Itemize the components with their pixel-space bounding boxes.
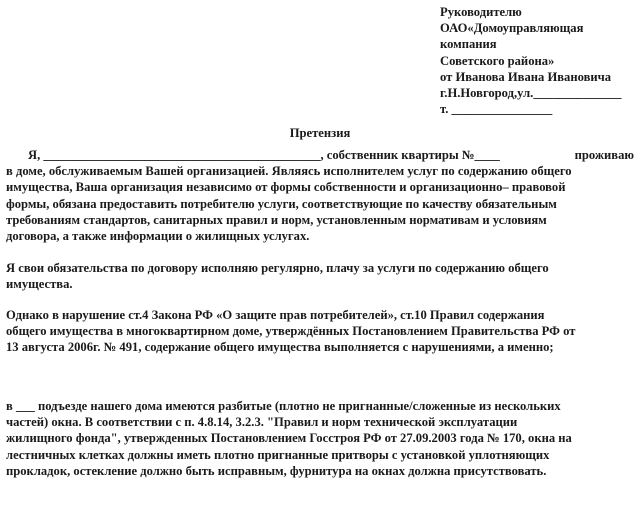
paragraph-row: требованиям стандартов, санитарных правил и норм, установленным нормативам и условиям [6, 212, 547, 227]
paragraph-text: проживаю [574, 148, 634, 162]
paragraph-row: лестничных клетках должны иметь плотно пригнанные притворы с установкой уплотняющих [6, 447, 550, 462]
paragraph-row: 13 августа 2006г. № 491, содержание общего имущества выполняется с нарушениями, а именно; [6, 340, 554, 355]
addressee-line: г.Н.Новгород,ул.______________ [440, 86, 622, 101]
paragraph-row: имущества, Ваша организация независимо от формы собственности и организационно– правовой [6, 180, 566, 195]
paragraph-row: Однако в нарушение ст.4 Закона РФ «О защите прав потребителей», ст.10 Правил содержания [6, 308, 545, 322]
paragraph-row: в ___ подъезде нашего дома имеются разбитые (плотно не пригнанные/сложенные из нескольких [6, 399, 561, 413]
paragraph-details [6, 398, 634, 479]
paragraph-text: Я, ____________________________________________, собственник квартиры №____ [28, 148, 500, 162]
paragraph-row: Я свои обязательства по договору исполняю регулярно, плачу за услуги по содержанию общего [6, 261, 549, 275]
addressee-line: т. ________________ [440, 102, 553, 117]
addressee-line: Руководителю [440, 5, 522, 19]
addressee-line: от Иванова Ивана Ивановича [440, 69, 612, 84]
paragraph-row: жилищного фонда", утвержденных Постановлением Госстроя РФ от 27.09.2003 года № 170, окна на [6, 431, 572, 446]
paragraph-row: формы, обязана предоставить потребителю услуги, соответствующие по качеству обязательным [6, 196, 557, 211]
paragraph-row: прокладок, остекление должно быть исправным, фурнитура на окнах должна присутствовать. [6, 463, 547, 478]
paragraph-row [6, 147, 634, 163]
addressee-line: ОАО«Домоуправляющая [440, 21, 584, 36]
addressee-line: Советского района» [440, 53, 555, 68]
paragraph-row: договора, а также информации о жилищных услугах. [6, 229, 310, 244]
paragraph-intro [6, 147, 634, 244]
addressee-line: компания [440, 37, 497, 52]
addressee-block [440, 4, 640, 117]
paragraph-violation [6, 307, 634, 356]
paragraph-row: в доме, обслуживаемым Вашей организацией. Являясь исполнителем услуг по содержанию общего [6, 164, 572, 179]
paragraph-row: имущества. [6, 277, 73, 292]
paragraph-row: частей) окна. В соответствии с п. 4.8.14, 3.2.3. "Правил и норм технической эксплуатации [6, 415, 518, 430]
paragraph-obligations [6, 260, 634, 292]
document-title: Претензия [289, 126, 351, 140]
paragraph-row: общего имущества в многоквартирном доме, утверждённых Постановлением Правительства РФ от [6, 324, 576, 339]
